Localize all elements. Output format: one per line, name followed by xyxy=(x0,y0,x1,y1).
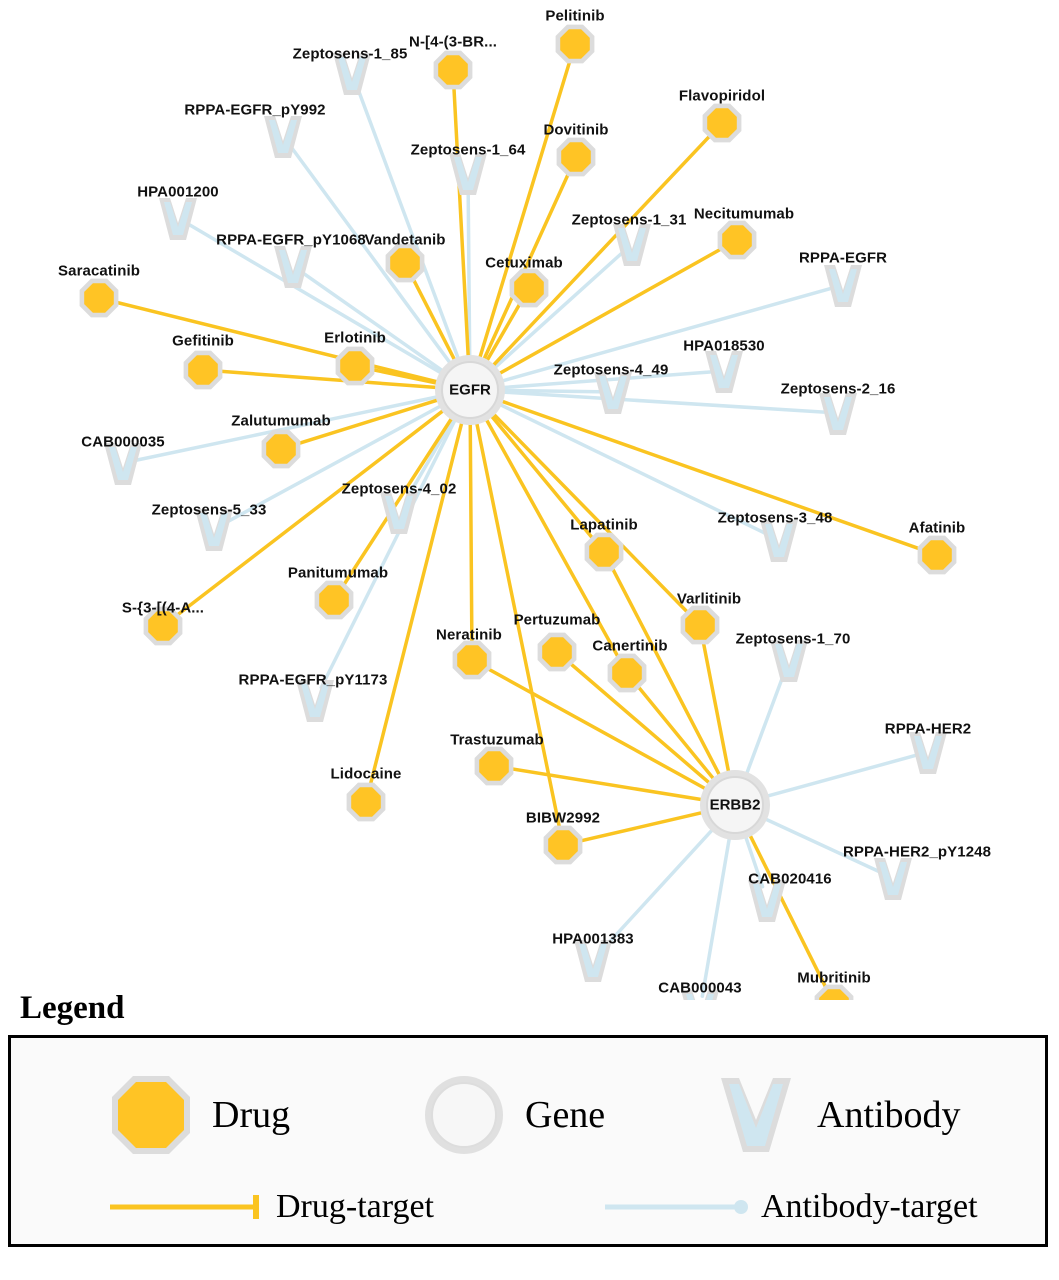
antibody-node-label: Zeptosens-2_16 xyxy=(780,380,896,398)
edge xyxy=(498,392,824,412)
drug-node-label: BIBW2992 xyxy=(525,809,601,827)
antibody-node-label: Zeptosens-4_02 xyxy=(341,480,457,498)
antibody-icon xyxy=(711,1070,801,1160)
legend-item-drug xyxy=(106,1070,290,1160)
drug-node-label: Panitumumab xyxy=(287,564,389,582)
legend-node-row xyxy=(11,1060,1045,1160)
drug-node[interactable] xyxy=(80,279,119,318)
antibody-node-label: Zeptosens-1_31 xyxy=(571,211,687,229)
legend-label-drug-target: Drug-target xyxy=(276,1188,434,1225)
drug-node[interactable] xyxy=(703,104,742,143)
legend-box xyxy=(8,1035,1048,1247)
edge xyxy=(490,410,691,615)
legend-label-antibody: Antibody xyxy=(817,1094,961,1136)
edges xyxy=(113,57,924,996)
gene-node-label: ERBB2 xyxy=(709,796,761,814)
antibody-node-label: RPPA-EGFR_pY1068 xyxy=(216,231,366,249)
antibody-node-label: RPPA-EGFR_pY1173 xyxy=(238,671,388,689)
antibody-node-label: Zeptosens-3_48 xyxy=(717,509,833,527)
edge xyxy=(113,301,443,383)
drug-node-label: Lidocaine xyxy=(330,765,402,783)
antibody-edge-icon xyxy=(601,1190,751,1224)
drug-node-label: Gefitinib xyxy=(172,332,234,350)
legend-label-antibody-target: Antibody-target xyxy=(761,1188,978,1225)
antibody-node[interactable] xyxy=(159,198,197,240)
antibody-node-label: Zeptosens-1_70 xyxy=(735,630,851,648)
drug-node[interactable] xyxy=(544,826,583,865)
antibody-node-label: HPA018530 xyxy=(683,337,765,355)
drug-node[interactable] xyxy=(538,633,577,672)
drug-node-label: Trastuzumab xyxy=(450,731,544,749)
antibody-node[interactable] xyxy=(449,153,487,195)
drug-node-label: S-{3-[(4-A... xyxy=(121,599,205,617)
drug-node-label: Afatinib xyxy=(908,519,966,537)
drug-node[interactable] xyxy=(434,51,473,90)
drug-node[interactable] xyxy=(184,351,223,390)
antibody-node-label: Zeptosens-4_49 xyxy=(553,361,669,379)
edge xyxy=(454,84,469,362)
drug-node[interactable] xyxy=(585,533,624,572)
antibody-node[interactable] xyxy=(705,351,743,393)
antibody-node-label: CAB000043 xyxy=(658,979,742,997)
antibody-node-label: RPPA-HER2 xyxy=(884,720,972,738)
drug-icon xyxy=(106,1070,196,1160)
drug-node-label: Canertinib xyxy=(592,637,668,655)
legend-item-antibody xyxy=(711,1070,961,1160)
antibody-node-label: HPA001200 xyxy=(137,183,219,201)
edge xyxy=(470,418,472,646)
drug-node[interactable] xyxy=(718,221,757,260)
edge xyxy=(304,274,447,374)
drug-node-label: Saracatinib xyxy=(58,262,140,280)
edge xyxy=(703,639,730,778)
drug-node-label: Pelitinib xyxy=(545,7,605,25)
drug-node-label: Neratinib xyxy=(436,626,502,644)
antibody-node-label: HPA001383 xyxy=(552,930,634,948)
edge xyxy=(496,399,923,550)
antibody-node-label: CAB000035 xyxy=(81,433,165,451)
legend-item-antibody-target xyxy=(601,1188,978,1226)
drug-node[interactable] xyxy=(262,430,301,469)
drug-node-label: Erlotinib xyxy=(324,329,386,347)
drug-node-label: Dovitinib xyxy=(543,121,609,139)
antibody-node-label: Zeptosens-1_85 xyxy=(292,45,408,63)
gene-icon xyxy=(419,1070,509,1160)
drug-node[interactable] xyxy=(315,581,354,620)
legend xyxy=(8,990,1048,1247)
drug-node[interactable] xyxy=(681,606,720,645)
legend-edge-row xyxy=(11,1188,1045,1248)
antibody-node-label: RPPA-EGFR xyxy=(798,249,888,267)
drug-node-label: Necitumumab xyxy=(693,205,795,223)
edge xyxy=(478,57,571,363)
antibody-node[interactable] xyxy=(274,246,312,288)
drug-node[interactable] xyxy=(918,536,957,575)
antibody-node-label: CAB020416 xyxy=(748,870,832,888)
drug-node[interactable] xyxy=(453,641,492,680)
edge xyxy=(636,684,717,783)
drug-node-label: Flavopiridol xyxy=(678,87,766,105)
antibody-node-label: Zeptosens-5_33 xyxy=(151,501,267,519)
gene-node-label: EGFR xyxy=(449,381,491,399)
antibody-node-label: Zeptosens-1_64 xyxy=(410,141,526,159)
drug-node[interactable] xyxy=(556,25,595,64)
drug-node-label: Vandetanib xyxy=(364,231,446,249)
antibody-node-label: RPPA-HER2_pY1248 xyxy=(842,843,992,861)
antibody-node-label: RPPA-EGFR_pY992 xyxy=(184,101,326,119)
drug-node-label: Pertuzumab xyxy=(513,611,601,629)
drug-node-label: Cetuximab xyxy=(485,254,563,272)
drug-node-label: Varlitinib xyxy=(676,590,742,608)
edge xyxy=(321,415,457,687)
legend-label-gene: Gene xyxy=(525,1094,606,1136)
drug-node[interactable] xyxy=(386,244,425,283)
edge xyxy=(342,414,455,589)
drug-node-label: Lapatinib xyxy=(570,516,638,534)
drug-node[interactable] xyxy=(475,747,514,786)
antibody-node[interactable] xyxy=(824,265,862,307)
legend-item-gene xyxy=(419,1070,605,1160)
drug-edge-icon xyxy=(106,1190,266,1224)
edge xyxy=(762,756,914,798)
drug-node-label: N-[4-(3-BR... xyxy=(409,33,497,51)
antibody-node[interactable] xyxy=(613,224,651,266)
drug-node[interactable] xyxy=(557,138,596,177)
drug-node-label: Mubritinib xyxy=(797,969,871,987)
edge xyxy=(702,833,730,997)
drug-node[interactable] xyxy=(608,654,647,693)
legend-title: Legend xyxy=(20,990,125,1026)
legend-label-drug: Drug xyxy=(212,1094,291,1136)
legend-item-drug-target xyxy=(106,1188,434,1226)
antibody-node[interactable] xyxy=(909,732,947,774)
drug-node[interactable] xyxy=(336,347,375,386)
drug-node[interactable] xyxy=(347,783,386,822)
antibody-node[interactable] xyxy=(819,393,857,435)
edge xyxy=(489,133,712,369)
drug-node-label: Zalutumumab xyxy=(231,412,331,430)
drug-node[interactable] xyxy=(510,269,549,308)
antibody-node[interactable] xyxy=(874,858,912,900)
edge xyxy=(745,673,784,779)
